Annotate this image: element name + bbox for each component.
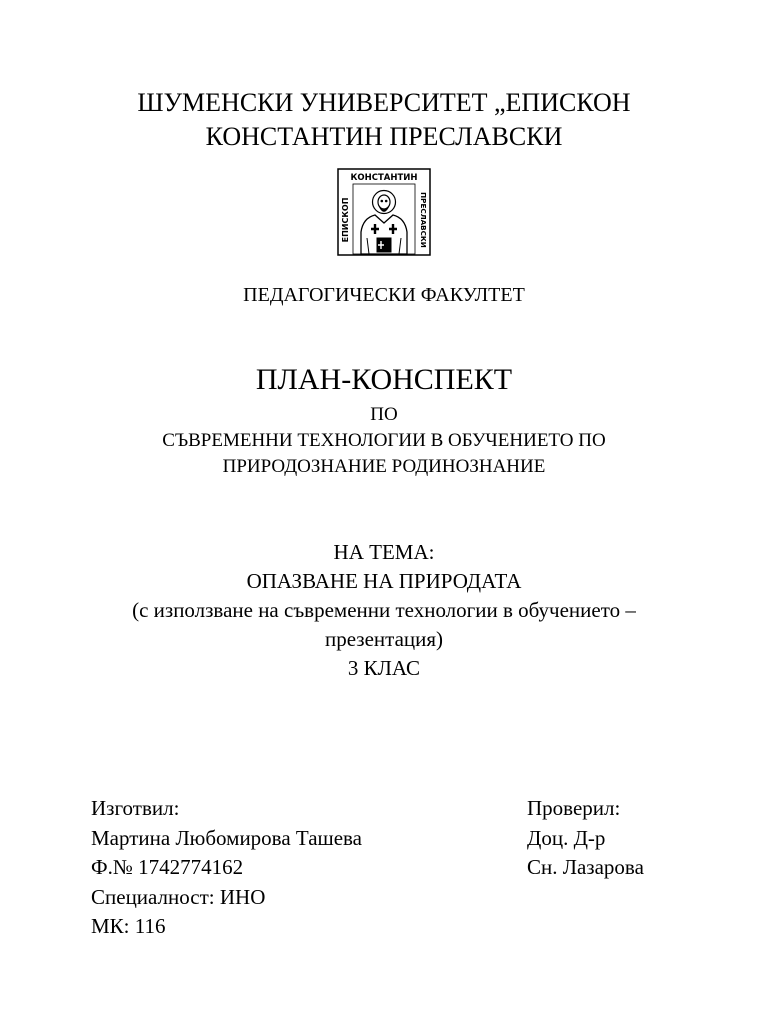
subject-by: ПО (370, 404, 398, 425)
subject-line-1: СЪВРЕМЕННИ ТЕХНОЛОГИИ В ОБУЧЕНИЕТО ПО (162, 430, 606, 451)
faculty-name-text: ПЕДАГОГИЧЕСКИ ФАКУЛТЕТ (243, 284, 525, 306)
topic-block (0, 538, 768, 683)
topic-name: ОПАЗВАНЕ НА ПРИРОДАТА (246, 569, 522, 593)
prepared-by-block (91, 794, 362, 942)
prepared-by-specialty: Специалност: ИНО (91, 884, 266, 909)
checked-by-block (527, 794, 644, 883)
prepared-by-faculty-number: Ф.№ 1742774162 (91, 855, 244, 879)
topic-label: НА ТЕМА: (333, 540, 435, 564)
subject-block (0, 402, 768, 480)
university-name-line-1: ШУМЕНСКИ УНИВЕРСИТЕТ „ЕПИСКОН (137, 88, 631, 117)
prepared-by-mk: МК: 116 (91, 914, 166, 938)
faculty-name (0, 282, 768, 308)
prepared-by-label: Изготвил: (91, 796, 180, 820)
seal-text-right: ПРЕСЛАВСКИ (419, 192, 428, 248)
university-name (0, 86, 768, 154)
checked-by-name: Сн. Лазарова (527, 855, 644, 879)
document-title-text: ПЛАН-КОНСПЕКТ (255, 363, 513, 396)
checked-by-label: Проверил: (527, 796, 621, 820)
topic-grade: 3 КЛАС (347, 656, 421, 680)
checked-by-title: Доц. Д-р (527, 825, 606, 850)
document-title (0, 362, 768, 398)
prepared-by-name: Мартина Любомирова Ташева (91, 825, 362, 850)
topic-note-line-2: презентация) (324, 627, 444, 651)
subject-line-2: ПРИРОДОЗНАНИЕ РОДИНОЗНАНИЕ (222, 456, 546, 477)
university-seal-icon (337, 168, 431, 256)
seal-text-top: КОНСТАНТИН (350, 173, 418, 183)
topic-note-line-1: (с използване на съвременни технологии в обучението – (132, 598, 636, 622)
university-name-line-2: КОНСТАНТИН ПРЕСЛАВСКИ (205, 122, 563, 151)
seal-text-left: ЕПИСКОП (341, 197, 350, 243)
